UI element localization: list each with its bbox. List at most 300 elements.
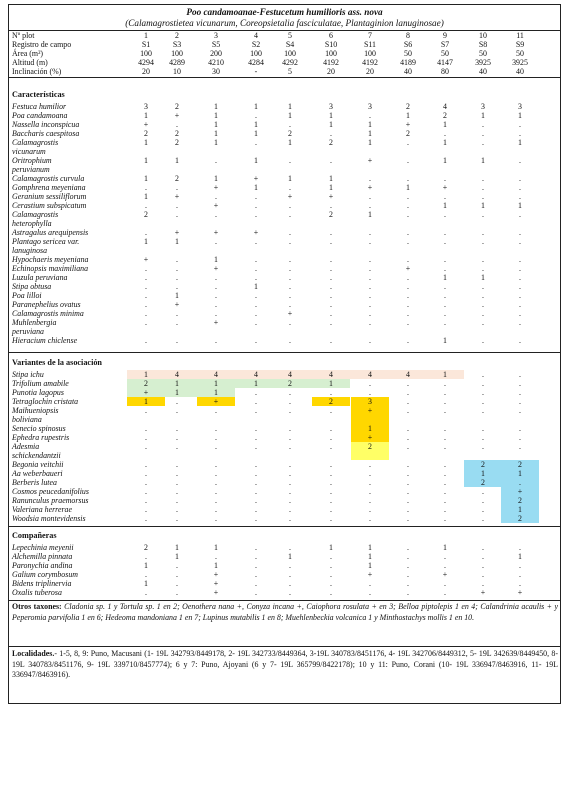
row-cell: 30 xyxy=(212,67,220,76)
rule-bottom xyxy=(8,600,561,601)
row-label: Astragalus arequipensis xyxy=(12,228,89,237)
row-cell: . xyxy=(369,264,371,273)
row-cell: . xyxy=(145,264,147,273)
row-cell: . xyxy=(255,460,257,469)
row-cell: 50 xyxy=(516,49,524,58)
row-cell: 1 xyxy=(144,370,148,379)
row-label: Luzula peruviana xyxy=(12,273,68,282)
species-row xyxy=(0,406,567,415)
row-cell: . xyxy=(176,478,178,487)
species-row xyxy=(0,183,567,192)
row-cell: 1 xyxy=(144,397,148,406)
species-row xyxy=(0,460,567,469)
row-cell: 20 xyxy=(142,67,150,76)
row-cell: 1 xyxy=(175,379,179,388)
species-row xyxy=(0,561,567,570)
row-cell: 1 xyxy=(443,370,447,379)
row-cell: 4 xyxy=(368,370,372,379)
row-cell: 7 xyxy=(368,31,372,40)
row-cell: . xyxy=(482,514,484,523)
row-cell: + xyxy=(143,255,149,264)
row-cell: . xyxy=(519,570,521,579)
row-cell: S8 xyxy=(478,40,488,49)
localidades xyxy=(12,649,558,681)
row-cell: . xyxy=(407,273,409,282)
row-label: Aa weberbaueri xyxy=(12,469,63,478)
row-cell: . xyxy=(330,424,332,433)
species-row xyxy=(0,291,567,300)
row-cell: . xyxy=(330,237,332,246)
row-cell: 1 xyxy=(329,111,333,120)
row-cell: . xyxy=(444,496,446,505)
row-cell: 2 xyxy=(481,460,485,469)
row-label: Punotia lagopus xyxy=(12,388,64,397)
row-cell: . xyxy=(289,264,291,273)
row-cell: . xyxy=(215,309,217,318)
row-cell: . xyxy=(215,552,217,561)
row-label: Muhlenbergia xyxy=(12,318,57,327)
row-cell: 200 xyxy=(210,49,222,58)
row-cell: . xyxy=(519,388,521,397)
header-row xyxy=(0,49,567,58)
row-cell: 1 xyxy=(329,174,333,183)
row-cell: 1 xyxy=(368,129,372,138)
row-cell: . xyxy=(330,336,332,345)
row-cell: 1 xyxy=(254,156,258,165)
row-cell: . xyxy=(255,579,257,588)
row-cell: 1 xyxy=(254,183,258,192)
row-cell: 1 xyxy=(288,174,292,183)
row-cell: . xyxy=(519,183,521,192)
row-cell: . xyxy=(176,282,178,291)
row-cell: . xyxy=(407,588,409,597)
row-cell: . xyxy=(255,442,257,451)
row-label: Tetraglochin cristata xyxy=(12,397,79,406)
species-row xyxy=(0,496,567,505)
row-cell: 3925 xyxy=(512,58,528,67)
row-cell: 8 xyxy=(406,31,410,40)
row-cell: . xyxy=(519,370,521,379)
header-row xyxy=(0,40,567,49)
row-cell: . xyxy=(407,291,409,300)
row-cell: + xyxy=(442,570,448,579)
row-cell: . xyxy=(145,478,147,487)
row-cell: + xyxy=(328,192,334,201)
row-cell: . xyxy=(369,379,371,388)
row-cell: . xyxy=(176,570,178,579)
row-cell: . xyxy=(289,406,291,415)
row-cell: 1 xyxy=(144,111,148,120)
row-cell: . xyxy=(145,300,147,309)
row-cell: . xyxy=(330,156,332,165)
row-cell: . xyxy=(289,478,291,487)
row-cell: 1 xyxy=(288,111,292,120)
row-cell: + xyxy=(287,192,293,201)
row-cell: . xyxy=(176,469,178,478)
row-cell: 1 xyxy=(175,291,179,300)
row-cell: . xyxy=(289,282,291,291)
row-cell: 20 xyxy=(327,67,335,76)
row-cell: . xyxy=(289,469,291,478)
row-cell: . xyxy=(369,460,371,469)
row-cell: . xyxy=(289,505,291,514)
row-cell: 4 xyxy=(329,370,333,379)
row-cell: . xyxy=(407,138,409,147)
row-label: Calamagrostis xyxy=(12,138,59,147)
row-cell: 4210 xyxy=(208,58,224,67)
row-cell: . xyxy=(444,291,446,300)
species-row xyxy=(0,111,567,120)
row-cell: . xyxy=(482,496,484,505)
row-label: Oxalis tuberosa xyxy=(12,588,62,597)
row-cell: . xyxy=(407,561,409,570)
row-cell: . xyxy=(519,264,521,273)
row-cell: 2 xyxy=(368,442,372,451)
row-cell: . xyxy=(289,183,291,192)
row-cell: 2 xyxy=(144,543,148,552)
row-cell: . xyxy=(255,273,257,282)
row-cell: . xyxy=(444,264,446,273)
row-cell: . xyxy=(519,300,521,309)
row-cell: . xyxy=(407,496,409,505)
row-cell: . xyxy=(289,201,291,210)
row-cell: 1 xyxy=(254,379,258,388)
row-cell: . xyxy=(145,201,147,210)
row-cell: . xyxy=(369,282,371,291)
row-cell: 1 xyxy=(214,129,218,138)
row-cell: . xyxy=(407,514,409,523)
row-cell: . xyxy=(444,406,446,415)
row-cell: 1 xyxy=(175,156,179,165)
row-cell: 3 xyxy=(144,102,148,111)
species-row xyxy=(0,318,567,327)
row-cell: . xyxy=(215,469,217,478)
row-cell: 4294 xyxy=(138,58,154,67)
row-cell: . xyxy=(519,210,521,219)
row-cell: + xyxy=(143,120,149,129)
row-cell: . xyxy=(330,460,332,469)
row-cell: . xyxy=(519,120,521,129)
row-cell: S5 xyxy=(211,40,221,49)
row-label: Área (m²) xyxy=(12,49,44,58)
row-cell: . xyxy=(255,433,257,442)
row-label: Valeriana herrerae xyxy=(12,505,72,514)
row-cell: . xyxy=(330,318,332,327)
row-cell: . xyxy=(482,183,484,192)
row-cell: 5 xyxy=(288,31,292,40)
species-row xyxy=(0,478,567,487)
row-cell: 4189 xyxy=(400,58,416,67)
row-cell: + xyxy=(442,183,448,192)
row-cell: . xyxy=(369,273,371,282)
row-cell: . xyxy=(215,336,217,345)
row-cell: . xyxy=(369,588,371,597)
row-cell: 3 xyxy=(481,102,485,111)
row-label: Stipa ichu xyxy=(12,370,44,379)
row-cell: . xyxy=(145,282,147,291)
row-cell: . xyxy=(289,543,291,552)
row-cell: . xyxy=(482,442,484,451)
row-cell: . xyxy=(289,237,291,246)
row-cell: 50 xyxy=(479,49,487,58)
row-cell: S9 xyxy=(515,40,525,49)
row-cell: 1 xyxy=(214,102,218,111)
row-cell: . xyxy=(145,273,147,282)
row-cell: - xyxy=(254,67,258,76)
row-cell: 1 xyxy=(481,111,485,120)
row-cell: 100 xyxy=(171,49,183,58)
row-cell: . xyxy=(330,309,332,318)
row-cell: . xyxy=(176,336,178,345)
section-caracteristicas: Características xyxy=(12,90,65,99)
row-cell: . xyxy=(444,579,446,588)
species-row xyxy=(0,514,567,523)
row-cell: . xyxy=(482,255,484,264)
row-cell: . xyxy=(176,487,178,496)
row-cell: 1 xyxy=(254,120,258,129)
row-cell: 100 xyxy=(284,49,296,58)
row-cell: . xyxy=(369,336,371,345)
row-label: Stipa obtusa xyxy=(12,282,52,291)
row-cell: . xyxy=(145,291,147,300)
row-cell: 1 xyxy=(481,273,485,282)
row-cell: . xyxy=(519,255,521,264)
row-cell: . xyxy=(482,210,484,219)
row-cell: . xyxy=(482,120,484,129)
row-cell: 2 xyxy=(288,129,292,138)
species-row xyxy=(0,129,567,138)
row-cell: . xyxy=(289,442,291,451)
row-cell: . xyxy=(444,397,446,406)
row-cell: 2 xyxy=(175,102,179,111)
row-cell: . xyxy=(330,388,332,397)
row-cell: 1 xyxy=(214,255,218,264)
row-label: Begonia veitchii xyxy=(12,460,64,469)
row-cell: . xyxy=(482,237,484,246)
row-label-continuation xyxy=(0,327,567,336)
row-cell: . xyxy=(444,442,446,451)
row-cell: 4192 xyxy=(362,58,378,67)
row-cell: 80 xyxy=(441,67,449,76)
row-cell: + xyxy=(213,579,219,588)
row-cell: . xyxy=(255,336,257,345)
row-cell: . xyxy=(407,318,409,327)
row-label: Ranunculus praemorsus xyxy=(12,496,89,505)
row-cell: 3 xyxy=(214,31,218,40)
row-cell: . xyxy=(444,228,446,237)
row-cell: . xyxy=(519,282,521,291)
row-cell: . xyxy=(369,111,371,120)
row-cell: . xyxy=(255,291,257,300)
row-cell: . xyxy=(255,237,257,246)
row-cell: . xyxy=(330,264,332,273)
row-cell: . xyxy=(407,433,409,442)
row-cell: . xyxy=(407,552,409,561)
row-cell: . xyxy=(215,300,217,309)
localidades-text: - 1-5, 8, 9: Puno, Macusani (1- 19L 342793/8449178, 2- 19L 342733/8449364, 3-19L 340783/8451176, 4- 19L 342706/8449312, 5- 19L 342639/8449450, 8- 19L 340783/8451176, 9- 19L 339710/8457774); 6 y 7: Puno, Ajoyani (6 y 7- 19L 365799/8422178); 10 y 11: Puno, Corani (10- 19L 336947/8463916, 11- 19L 336947/8463916). xyxy=(12,649,558,680)
row-cell: . xyxy=(176,505,178,514)
row-cell: . xyxy=(519,273,521,282)
row-cell: . xyxy=(176,561,178,570)
row-cell: . xyxy=(407,336,409,345)
row-cell: + xyxy=(174,300,180,309)
species-row xyxy=(0,588,567,597)
row-cell: . xyxy=(289,460,291,469)
row-cell: . xyxy=(519,442,521,451)
row-cell: . xyxy=(444,552,446,561)
row-cell: . xyxy=(407,156,409,165)
row-cell: 50 xyxy=(404,49,412,58)
row-cell: . xyxy=(482,370,484,379)
species-row xyxy=(0,543,567,552)
row-label-second-line: boliviana xyxy=(12,415,42,424)
row-label: Poa candamoana xyxy=(12,111,68,120)
row-cell: . xyxy=(215,505,217,514)
row-cell: 2 xyxy=(443,111,447,120)
row-cell: . xyxy=(176,514,178,523)
row-cell: . xyxy=(407,406,409,415)
row-cell: . xyxy=(145,487,147,496)
otros-label: Otros taxones: xyxy=(12,602,62,611)
row-cell: + xyxy=(213,201,219,210)
row-cell: 1 xyxy=(144,156,148,165)
species-row xyxy=(0,552,567,561)
row-label: Cerastium subspicatum xyxy=(12,201,87,210)
row-cell: . xyxy=(519,336,521,345)
row-cell: . xyxy=(215,442,217,451)
row-cell: . xyxy=(176,588,178,597)
row-cell: . xyxy=(176,424,178,433)
row-cell: 1 xyxy=(443,543,447,552)
row-cell: . xyxy=(215,273,217,282)
row-cell: . xyxy=(519,228,521,237)
rule-footer xyxy=(8,646,561,647)
row-cell: . xyxy=(145,336,147,345)
row-cell: 3 xyxy=(368,397,372,406)
row-cell: . xyxy=(444,255,446,264)
row-cell: 1 xyxy=(368,561,372,570)
row-cell: . xyxy=(444,237,446,246)
table-title: Poo candamoanae-Festucetum humilioris ass. nova xyxy=(186,7,383,17)
row-cell: . xyxy=(482,424,484,433)
row-cell: . xyxy=(482,570,484,579)
row-cell: 3925 xyxy=(475,58,491,67)
row-cell: . xyxy=(519,237,521,246)
row-cell: . xyxy=(289,433,291,442)
row-cell: . xyxy=(407,487,409,496)
row-cell: . xyxy=(215,156,217,165)
row-cell: 2 xyxy=(175,31,179,40)
row-cell: 1 xyxy=(481,156,485,165)
row-cell: . xyxy=(255,210,257,219)
row-cell: + xyxy=(517,487,523,496)
row-cell: + xyxy=(367,156,373,165)
row-cell: 1 xyxy=(144,192,148,201)
row-cell: . xyxy=(255,406,257,415)
row-cell: 4 xyxy=(254,31,258,40)
row-cell: 1 xyxy=(288,138,292,147)
species-row xyxy=(0,138,567,147)
row-cell: . xyxy=(444,282,446,291)
row-cell: 1 xyxy=(518,111,522,120)
row-cell: . xyxy=(407,282,409,291)
row-cell: . xyxy=(444,424,446,433)
row-cell: . xyxy=(330,228,332,237)
row-cell: . xyxy=(482,291,484,300)
row-cell: . xyxy=(444,505,446,514)
row-cell: 1 xyxy=(518,552,522,561)
localidades-label: Localidades. xyxy=(12,649,55,658)
row-label: Nº plot xyxy=(12,31,35,40)
row-cell: . xyxy=(255,201,257,210)
otros-text: Cladonia sp. 1 y Tortula sp. 1 en 2; Oenothera nana +, Conyza incana +, Caiophora rosulata + en 3; Belloa piptolepis 1 en 4; Calandrinia acaulis + y Peperomia parvifolia 1 en 6; Hedeoma mandoniana 1 en 7; Lupinus mutabilis 1 en 8; Muehlenbeckia volcanica 1 y Minthostachys mollis 1 en 10. xyxy=(12,602,558,622)
species-row xyxy=(0,397,567,406)
row-label: Baccharis caespitosa xyxy=(12,129,80,138)
rule-variantes xyxy=(8,352,561,353)
row-cell: . xyxy=(145,433,147,442)
row-cell: 1 xyxy=(481,469,485,478)
row-cell: . xyxy=(255,561,257,570)
row-cell: 4 xyxy=(254,370,258,379)
row-cell: . xyxy=(369,318,371,327)
row-cell: 2 xyxy=(329,138,333,147)
row-cell: . xyxy=(407,570,409,579)
header-row xyxy=(0,58,567,67)
row-cell: . xyxy=(289,120,291,129)
row-cell: . xyxy=(330,579,332,588)
row-cell: . xyxy=(407,300,409,309)
row-cell: . xyxy=(330,300,332,309)
row-cell: S3 xyxy=(172,40,182,49)
row-cell: . xyxy=(215,406,217,415)
row-cell: + xyxy=(517,588,523,597)
row-cell: S4 xyxy=(285,40,295,49)
row-cell: . xyxy=(215,496,217,505)
row-cell: . xyxy=(330,487,332,496)
row-cell: . xyxy=(519,579,521,588)
row-cell: . xyxy=(215,237,217,246)
row-cell: 3 xyxy=(368,102,372,111)
row-cell: 40 xyxy=(516,67,524,76)
row-cell: . xyxy=(330,505,332,514)
row-cell: . xyxy=(289,397,291,406)
species-row xyxy=(0,156,567,165)
species-row xyxy=(0,505,567,514)
row-cell: 40 xyxy=(404,67,412,76)
row-cell: . xyxy=(369,579,371,588)
row-cell: + xyxy=(367,406,373,415)
row-cell: . xyxy=(407,309,409,318)
row-label-continuation xyxy=(0,246,567,255)
row-cell: 1 xyxy=(443,273,447,282)
row-cell: . xyxy=(519,406,521,415)
row-cell: 1 xyxy=(329,379,333,388)
row-cell: 2 xyxy=(144,379,148,388)
row-cell: . xyxy=(369,237,371,246)
row-cell: . xyxy=(407,579,409,588)
row-cell: . xyxy=(482,505,484,514)
row-cell: . xyxy=(255,397,257,406)
row-cell: + xyxy=(213,588,219,597)
species-row xyxy=(0,273,567,282)
row-cell: . xyxy=(330,496,332,505)
row-cell: S1 xyxy=(141,40,151,49)
species-row xyxy=(0,237,567,246)
row-cell: 1 xyxy=(214,138,218,147)
row-cell: 1 xyxy=(214,111,218,120)
row-cell: . xyxy=(330,273,332,282)
row-cell: 1 xyxy=(406,183,410,192)
